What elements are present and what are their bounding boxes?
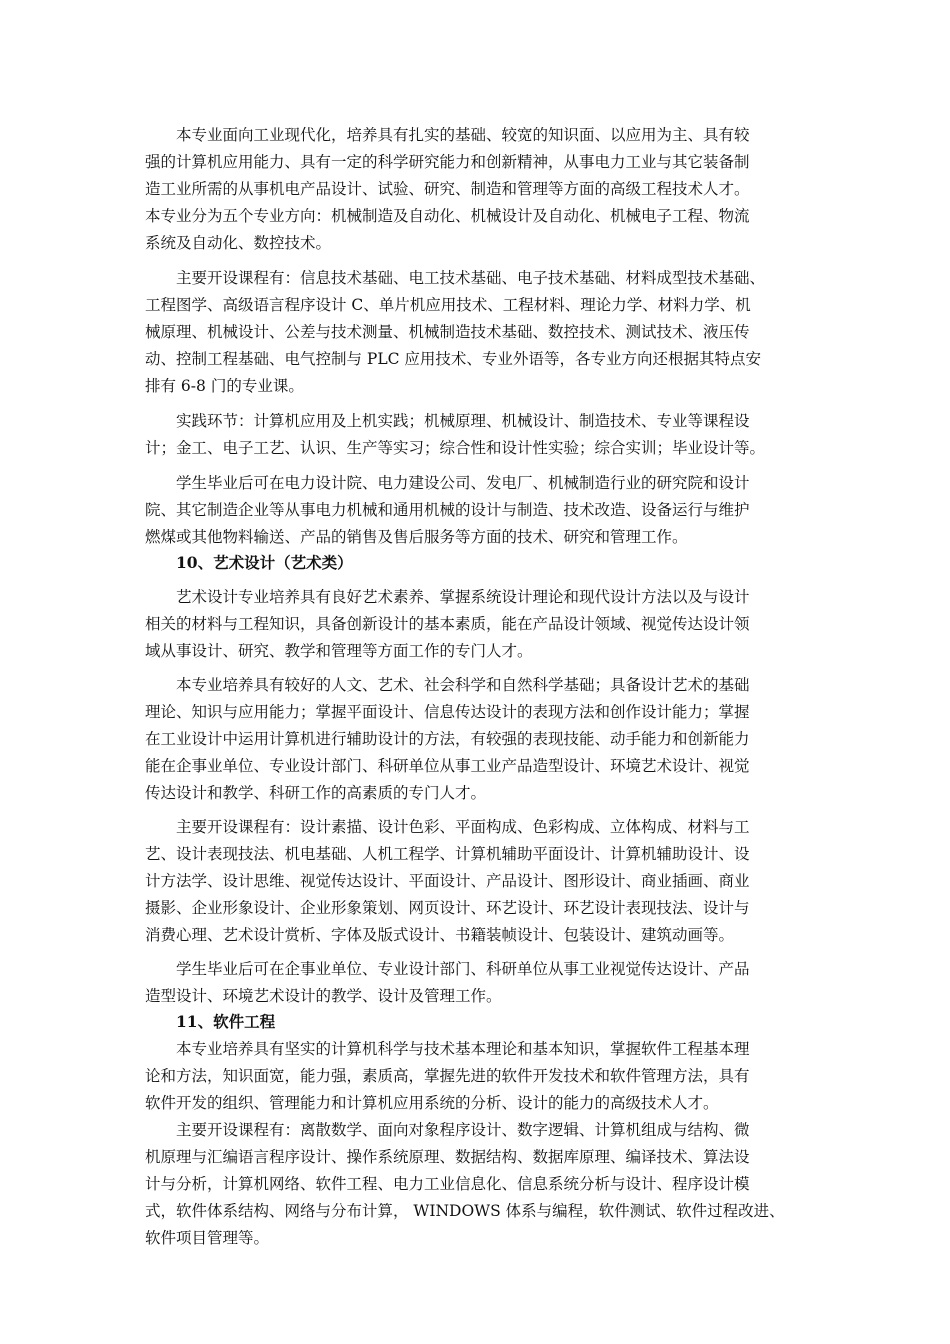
text-line: 造工业所需的从事机电产品设计、试验、研究、制造和管理等方面的高级工程技术人才。 [145,180,750,198]
text-line: 域从事设计、研究、教学和管理等方面工作的专门人才。 [145,642,533,660]
text-line: 摄影、企业形象设计、企业形象策划、网页设计、环艺设计、环艺设计表现技法、设计与 [145,899,750,917]
text-line: 动、控制工程基础、电气控制与 PLC 应用技术、专业外语等，各专业方向还根据其特点安 [145,350,761,368]
text-line: 软件项目管理等。 [145,1229,270,1247]
text-line: 能在企事业单位、专业设计部门、科研单位从事工业产品造型设计、环境艺术设计、视觉 [145,757,750,775]
text-line: 本专业培养具有较好的人文、艺术、社会科学和自然科学基础；具备设计艺术的基础 [145,676,750,694]
text-line: 系统及自动化、数控技术。 [145,234,332,252]
text-line: 论和方法，知识面宽，能力强，素质高，掌握先进的软件开发技术和软件管理方法，具有 [145,1067,750,1085]
text-line: 理论、知识与应用能力；掌握平面设计、信息传达设计的表现方法和创作设计能力；掌握 [145,703,750,721]
text-line: 学生毕业后可在企事业单位、专业设计部门、科研单位从事工业视觉传达设计、产品 [145,960,750,978]
text-line: 实践环节：计算机应用及上机实践；机械原理、机械设计、制造技术、专业等课程设 [145,412,750,430]
text-line: 燃煤或其他物料输送、产品的销售及售后服务等方面的技术、研究和管理工作。 [145,528,688,546]
text-line: 计；金工、电子工艺、认识、生产等实习；综合性和设计性实验；综合实训；毕业设计等。 [145,439,766,457]
text-line: 传达设计和教学、科研工作的高素质的专门人才。 [145,784,487,802]
text-line: 主要开设课程有：离散数学、面向对象程序设计、数字逻辑、计算机组成与结构、微 [145,1121,750,1139]
text-line: 软件开发的组织、管理能力和计算机应用系统的分析、设计的能力的高级技术人才。 [145,1094,719,1112]
text-line: 械原理、机械设计、公差与技术测量、机械制造技术基础、数控技术、测试技术、液压传 [145,323,750,341]
section-heading: 11、软件工程 [145,1012,276,1031]
text-line: 艺术设计专业培养具有良好艺术素养、掌握系统设计理论和现代设计方法以及与设计 [145,588,750,606]
text-line: 院、其它制造企业等从事电力机械和通用机械的设计与制造、技术改造、设备运行与维护 [145,501,750,519]
text-line: 本专业分为五个专业方向：机械制造及自动化、机械设计及自动化、机械电子工程、物流 [145,207,750,225]
text-line: 消费心理、艺术设计赏析、字体及版式设计、书籍装帧设计、包装设计、建筑动画等。 [145,926,735,944]
text-line: 计与分析，计算机网络、软件工程、电力工业信息化、信息系统分析与设计、程序设计模 [145,1175,750,1193]
text-line: 相关的材料与工程知识，具备创新设计的基本素质，能在产品设计领域、视觉传达设计领 [145,615,750,633]
text-line: 排有 6-8 门的专业课。 [145,377,304,395]
text-line: 在工业设计中运用计算机进行辅助设计的方法，有较强的表现技能、动手能力和创新能力 [145,730,750,748]
text-line: 本专业面向工业现代化，培养具有扎实的基础、较宽的知识面、以应用为主、具有较 [145,126,750,144]
text-line: 式，软件体系结构、网络与分布计算， WINDOWS 体系与编程，软件测试、软件过程改进、 [145,1202,785,1220]
text-line: 计方法学、设计思维、视觉传达设计、平面设计、产品设计、图形设计、商业插画、商业 [145,872,750,890]
text-line: 造型设计、环境艺术设计的教学、设计及管理工作。 [145,987,502,1005]
text-line: 艺、设计表现技法、机电基础、人机工程学、计算机辅助平面设计、计算机辅助设计、设 [145,845,750,863]
text-line: 本专业培养具有坚实的计算机科学与技术基本理论和基本知识，掌握软件工程基本理 [145,1040,750,1058]
text-line: 学生毕业后可在电力设计院、电力建设公司、发电厂、机械制造行业的研究院和设计 [145,474,750,492]
text-line: 机原理与汇编语言程序设计、操作系统原理、数据结构、数据库原理、编译技术、算法设 [145,1148,750,1166]
text-line: 强的计算机应用能力、具有一定的科学研究能力和创新精神，从事电力工业与其它装备制 [145,153,750,171]
section-heading: 10、艺术设计（艺术类） [145,553,353,572]
text-line: 主要开设课程有：信息技术基础、电工技术基础、电子技术基础、材料成型技术基础、 [145,269,766,287]
text-line: 工程图学、高级语言程序设计 C、单片机应用技术、工程材料、理论力学、材料力学、机 [145,296,751,314]
text-line: 主要开设课程有：设计素描、设计色彩、平面构成、色彩构成、立体构成、材料与工 [145,818,750,836]
